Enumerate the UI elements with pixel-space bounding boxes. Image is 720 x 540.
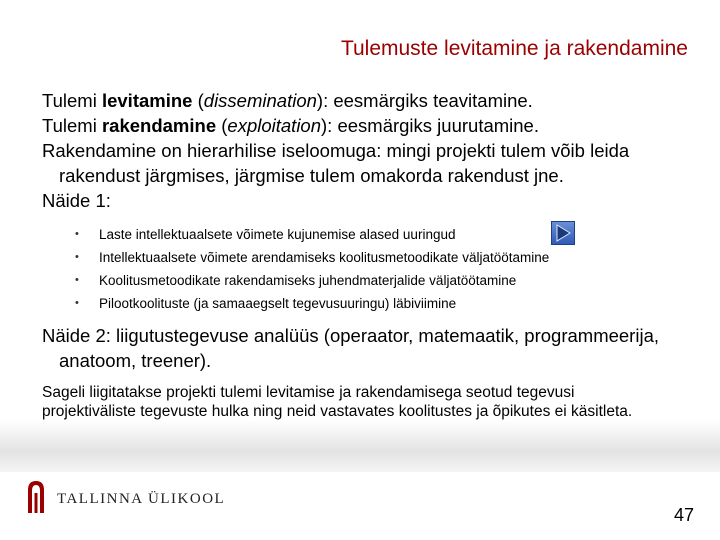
example1-list bbox=[42, 223, 692, 315]
line1-english-term: dissemination bbox=[203, 90, 317, 111]
page-number: 47 bbox=[673, 505, 694, 525]
line2-term: rakendamine bbox=[101, 115, 217, 136]
dissemination-line bbox=[42, 88, 692, 113]
line2-mid: ( bbox=[216, 115, 228, 136]
play-arrow-icon[interactable] bbox=[551, 221, 575, 245]
line1-term: levitamine bbox=[101, 90, 193, 111]
example1-label: Näide 1: bbox=[42, 190, 111, 211]
line1-post: ): eesmärgiks teavitamine. bbox=[316, 90, 533, 111]
line2-pre: Tulemi bbox=[42, 115, 102, 136]
list-item: • Laste intellektuaalsete võimete kujunemise alased uuringud bbox=[75, 223, 692, 246]
slide-title: Tulemuste levitamine ja rakendamine bbox=[340, 37, 688, 60]
logo-text: TALLINNA ÜLIKOOL bbox=[57, 490, 226, 507]
list-item: • Koolitusmetoodikate rakendamiseks juhendmaterjalide väljatöötamine bbox=[75, 269, 692, 292]
closing-paragraph: Sageli liigitatakse projekti tulemi levitamise ja rakendamisega seotud tegevusi projektiväliste tegevuste hulka ning neid vastavates koolitustes ja õpikutes ei käsitleta. bbox=[42, 384, 633, 420]
hierarchy-paragraph: Rakendamine on hierarhilise iseloomuga: mingi projekti tulem võib leida rakendust järgmises, järgmise tulem omakorda rakendust jne. bbox=[42, 140, 630, 186]
line2-post: ): eesmärgiks juurutamine. bbox=[321, 115, 539, 136]
example2-paragraph: Näide 2: liigutustegevuse analüüs (operaator, matemaatik, programmeerija, anatoom, treener). bbox=[42, 325, 659, 371]
exploitation-line bbox=[42, 113, 692, 138]
university-logo bbox=[25, 478, 225, 514]
line1-mid: ( bbox=[192, 90, 204, 111]
university-logo-icon bbox=[25, 478, 47, 514]
list-item: • Pilootkoolituste (ja samaaegselt tegevusuuringu) läbiviimine bbox=[75, 292, 692, 315]
background-band bbox=[0, 420, 720, 472]
slide-content bbox=[42, 88, 692, 421]
list-item: • Intellektuaalsete võimete arendamiseks koolitusmetoodikate väljatöötamine bbox=[75, 246, 692, 269]
line2-english-term: exploitation bbox=[227, 115, 322, 136]
line1-pre: Tulemi bbox=[42, 90, 102, 111]
